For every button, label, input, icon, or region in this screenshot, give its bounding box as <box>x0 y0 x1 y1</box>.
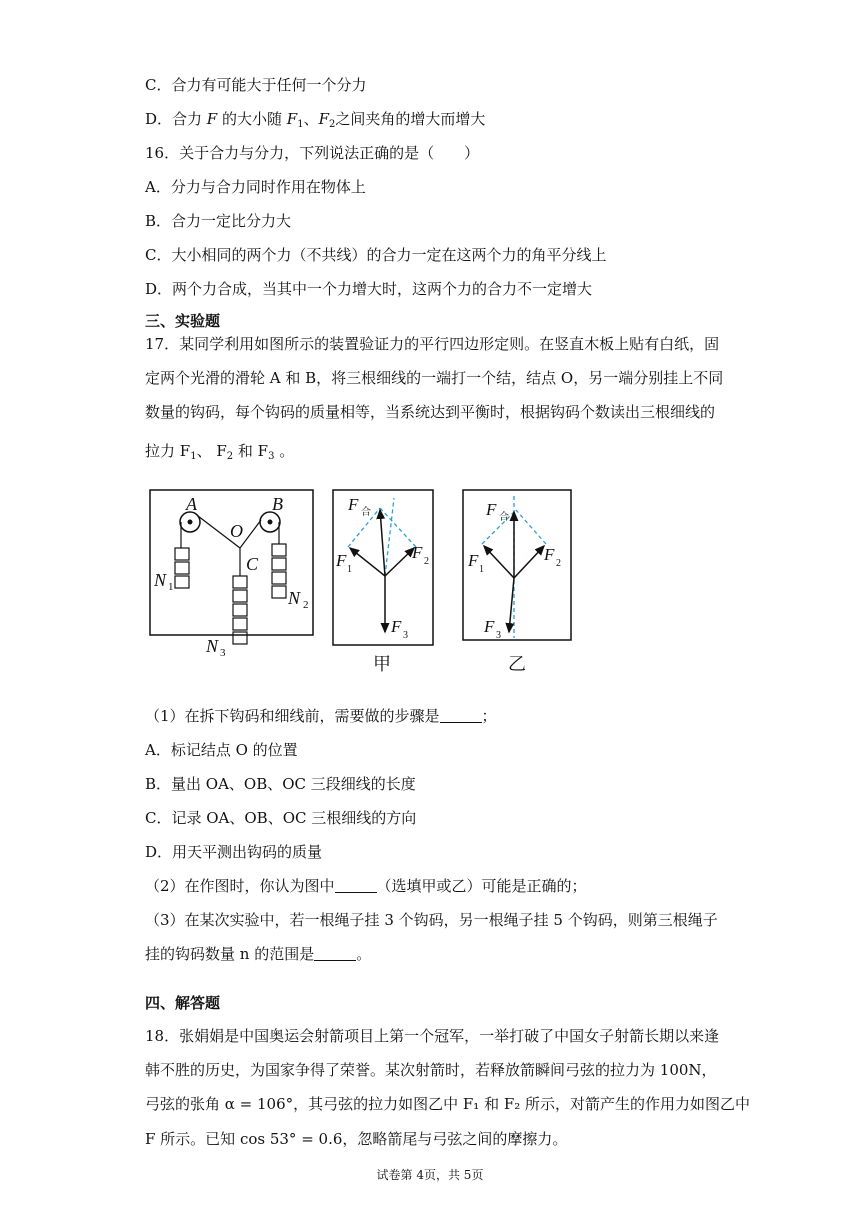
q15-option-d <box>145 108 485 130</box>
svg-text:2: 2 <box>556 558 561 569</box>
q17-stem-forces <box>145 440 294 462</box>
q16-stem: 16．关于合力与分力，下列说法正确的是（ ） <box>145 144 480 162</box>
q17-f-a: 拉力 F <box>145 442 191 460</box>
label-c: C <box>246 554 259 574</box>
q17-f-sub1: 1 <box>190 451 197 462</box>
svg-text:1: 1 <box>168 581 174 593</box>
q17-option-d: D．用天平测出钩码的质量 <box>145 843 323 861</box>
q17-stem: 17．某同学利用如图所示的装置验证力的平行四边形定则。在竖直木板上贴有白纸，固定两个光滑的滑轮 A 和 B，将三根细线的一端打一个结，结点 O，另一端分别挂上不同数量的钩码，每个钩码的质量相等，当系统达到平衡时，根据钩码个数读出三根细线的 <box>145 335 724 421</box>
yi-label-f2: F <box>544 545 555 564</box>
q15-d-f2: F <box>318 110 329 128</box>
jia-label-f2: F <box>412 543 423 562</box>
q15-d-prefix: D．合力 <box>145 110 207 128</box>
page-footer: 试卷第 4页，共 5页 <box>376 1168 484 1182</box>
jia-label-fhe: F <box>348 495 359 514</box>
q15-d-f: F <box>206 110 218 128</box>
q17-figure <box>148 480 598 680</box>
yi-label-f1: F <box>468 551 479 570</box>
svg-text:3: 3 <box>403 630 408 641</box>
q17-option-a: A．标记结点 O 的位置 <box>145 741 298 759</box>
label-n2: N <box>288 588 301 608</box>
label-yi: 乙 <box>508 654 526 675</box>
svg-text:3: 3 <box>220 647 226 659</box>
q15-d-mid: 的大小随 <box>217 110 287 128</box>
weights-n1 <box>175 548 189 588</box>
weights-n3 <box>233 576 247 644</box>
svg-text:2: 2 <box>424 556 429 567</box>
q17-part3: （3）在某次实验中，若一根绳子挂 3 个钩码，另一根绳子挂 5 个钩码，则第三根绳子 <box>145 911 718 929</box>
svg-text:合: 合 <box>499 512 509 523</box>
q18-line-2: 韩不胜的历史，为国家争得了荣誉。某次射箭时，若释放箭瞬间弓弦的拉力为 100N， <box>145 1061 717 1079</box>
label-b: B <box>272 494 283 514</box>
q16-option-a: A．分力与合力同时作用在物体上 <box>145 178 366 196</box>
weights-n2 <box>272 544 286 598</box>
q18-line-4: F 所示。已知 cos 53° = 0.6，忽略箭尾与弓弦之间的摩擦力。 <box>145 1130 568 1148</box>
q15-d-f1: F <box>286 110 298 128</box>
jia-label-f1: F <box>336 551 347 570</box>
svg-text:合: 合 <box>361 507 371 518</box>
q15-d-sep: 、 <box>303 110 319 128</box>
q17-f-sub2: 2 <box>226 451 234 462</box>
q17-f-sub3: 3 <box>268 451 275 462</box>
svg-text:3: 3 <box>496 630 501 641</box>
section-experiment-heading: 三、实验题 <box>145 312 221 330</box>
label-n3: N <box>206 636 219 656</box>
q16-option-b: B．合力一定比分力大 <box>145 212 292 230</box>
q18-line-1: 18．张娟娟是中国奥运会射箭项目上第一个冠军，一举打破了中国女子射箭长期以来逢 <box>145 1027 720 1045</box>
answer-blank-2[interactable] <box>335 882 377 893</box>
q15-option-c: C．合力有可能大于任何一个分力 <box>145 76 367 94</box>
answer-blank-1[interactable] <box>440 712 482 723</box>
label-n1: N <box>154 570 167 590</box>
yi-label-f3: F <box>484 617 495 636</box>
q17-option-b: B．量出 OA、OB、OC 三段细线的长度 <box>145 775 416 793</box>
section-answer-heading: 四、解答题 <box>145 994 221 1012</box>
q16-option-c: C．大小相同的两个力（不共线）的合力一定在这两个力的角平分线上 <box>145 246 607 264</box>
q17-f-d: 。 <box>274 442 295 460</box>
q17-f-b: 、 F <box>196 442 227 460</box>
q17-option-c: C．记录 OA、OB、OC 三根细线的方向 <box>145 809 417 827</box>
label-o: O <box>230 521 243 541</box>
q16-option-d: D．两个力合成，当其中一个力增大时，这两个力的合力不一定增大 <box>145 280 593 298</box>
q17-part2: （2）在作图时，你认为图中 （选填甲或乙）可能是正确的； <box>145 877 587 895</box>
svg-text:2: 2 <box>303 599 309 611</box>
q17-f-c: 和 F <box>233 442 269 460</box>
label-jia: 甲 <box>373 654 391 675</box>
answer-blank-3[interactable] <box>314 950 356 961</box>
q15-d-sub2: 2 <box>329 119 336 130</box>
q17-part3-cont: 挂的钩码数量 n 的范围是 。 <box>145 945 372 963</box>
yi-label-fhe: F <box>486 500 497 519</box>
q15-d-sub1: 1 <box>297 119 304 130</box>
label-a: A <box>186 494 197 514</box>
svg-text:1: 1 <box>347 564 352 575</box>
q15-d-suffix: 之间夹角的增大而增大 <box>335 110 486 128</box>
q17-part1: （1）在拆下钩码和细线前，需要做的步骤是 ； <box>145 707 497 725</box>
jia-label-f3: F <box>391 617 402 636</box>
q18-line-3: 弓弦的张角 α = 106°，其弓弦的拉力如图乙中 F₁ 和 F₂ 所示，对箭产生的作用力如图乙中 <box>145 1095 751 1113</box>
svg-text:1: 1 <box>479 564 484 575</box>
